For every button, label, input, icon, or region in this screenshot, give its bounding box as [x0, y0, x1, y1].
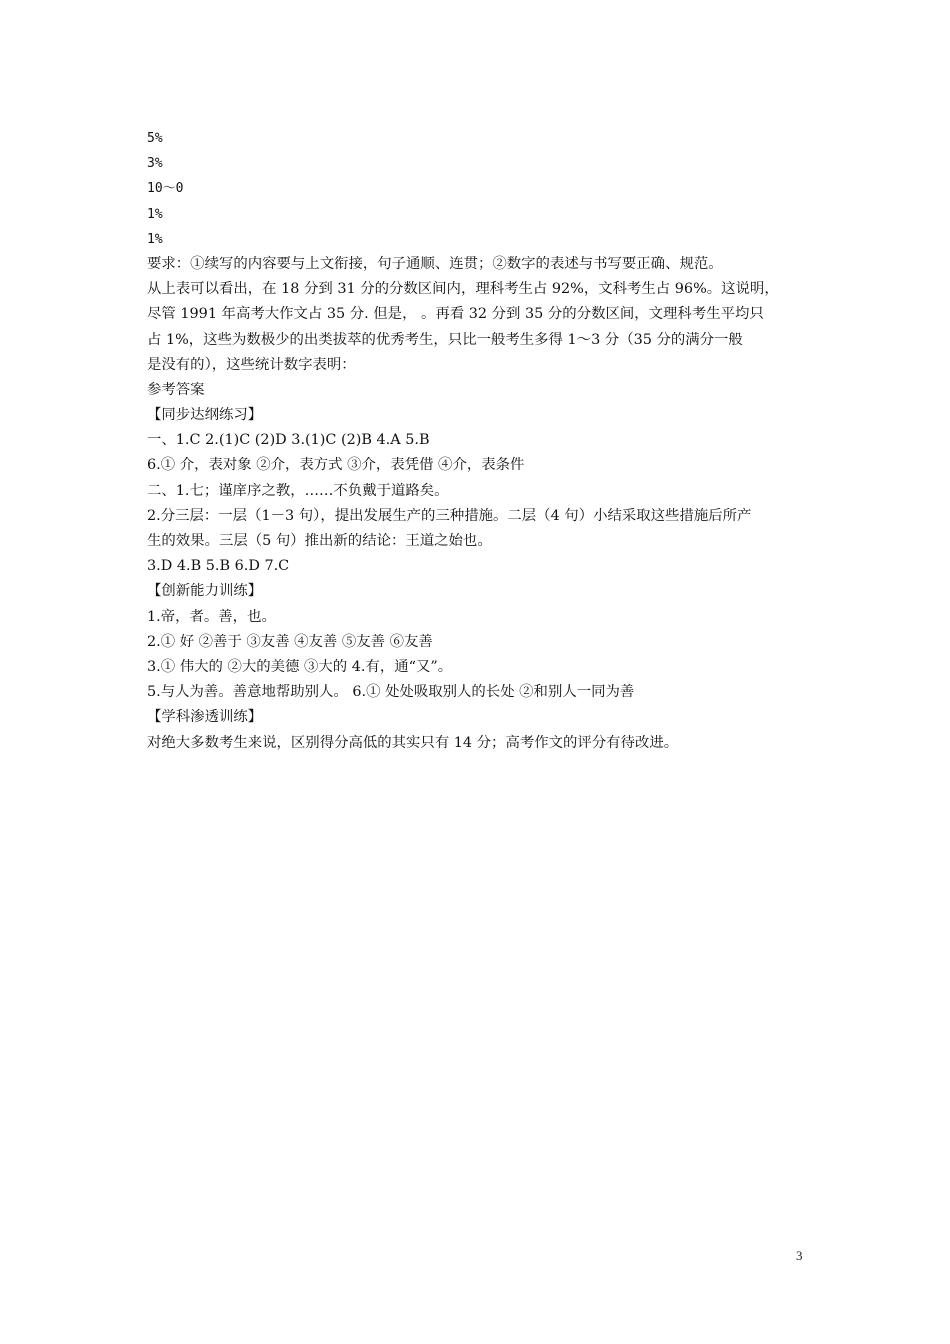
- answer-line: 生的效果。三层（5 句）推出新的结论：王道之始也。: [147, 533, 492, 549]
- section-title-interdisciplinary: 【学科渗透训练】: [147, 709, 263, 726]
- answer-line: 对绝大多数考生来说，区别得分高低的其实只有 14 分；高考作文的评分有待改进。: [147, 734, 679, 751]
- page-number: 3: [796, 1248, 803, 1263]
- answer-line: 二、1.七；谨庠序之教，……不负戴于道路矣。: [147, 482, 449, 499]
- answer-line: 3.D 4.B 5.B 6.D 7.C: [147, 558, 290, 575]
- passage-line: 占 1%，这些为数极少的出类拔萃的优秀考生，只比一般考生多得 1～3 分（35 分的满分一般: [147, 331, 743, 348]
- section-title-innovation: 【创新能力训练】: [147, 583, 263, 600]
- table-cell-percent: 1%: [147, 206, 163, 222]
- table-cell-percent: 1%: [147, 231, 163, 247]
- answer-line: 6.① 介，表对象 ②介，表方式 ③介，表凭借 ④介，表条件: [147, 457, 525, 474]
- requirement-text: 要求：①续写的内容要与上文衔接，句子通顺、连贯；②数字的表述与书写要正确、规范。: [147, 255, 723, 272]
- answer-line: 一、1.C 2.(1)C (2)D 3.(1)C (2)B 4.A 5.B: [147, 432, 430, 449]
- section-title-sync-practice: 【同步达纲练习】: [147, 407, 263, 424]
- passage-line: 尽管 1991 年高考大作文占 35 分. 但是， 。再看 32 分到 35 分的分数区间，文理科考生平均只: [147, 306, 764, 323]
- passage-line: 是没有的），这些统计数字表明：: [147, 356, 356, 373]
- answer-line: 2.分三层：一层（1－3 句），提出发展生产的三种措施。二层（4 句）小结采取这些措施后所产: [147, 507, 752, 524]
- answers-heading: 参考答案: [147, 381, 205, 398]
- answer-line: 2.① 好 ②善于 ③友善 ④友善 ⑤友善 ⑥友善: [147, 633, 433, 650]
- table-cell-percent: 5%: [147, 131, 163, 146]
- table-cell-range: 10～0: [147, 181, 184, 197]
- passage-line: 从上表可以看出，在 18 分到 31 分的分数区间内，理科考生占 92%，文科考生占 96%。这说明，: [147, 281, 779, 298]
- page-content: [147, 126, 819, 756]
- answer-line: 1.帝，者。善，也。: [147, 608, 276, 625]
- table-cell-percent: 3%: [147, 156, 163, 172]
- answer-line: 5.与人为善。善意地帮助别人。 6.① 处处吸取别人的长处 ②和别人一同为善: [147, 684, 635, 701]
- answer-line: 3.① 伟大的 ②大的美德 ③大的 4.有，通“又”。: [147, 658, 453, 675]
